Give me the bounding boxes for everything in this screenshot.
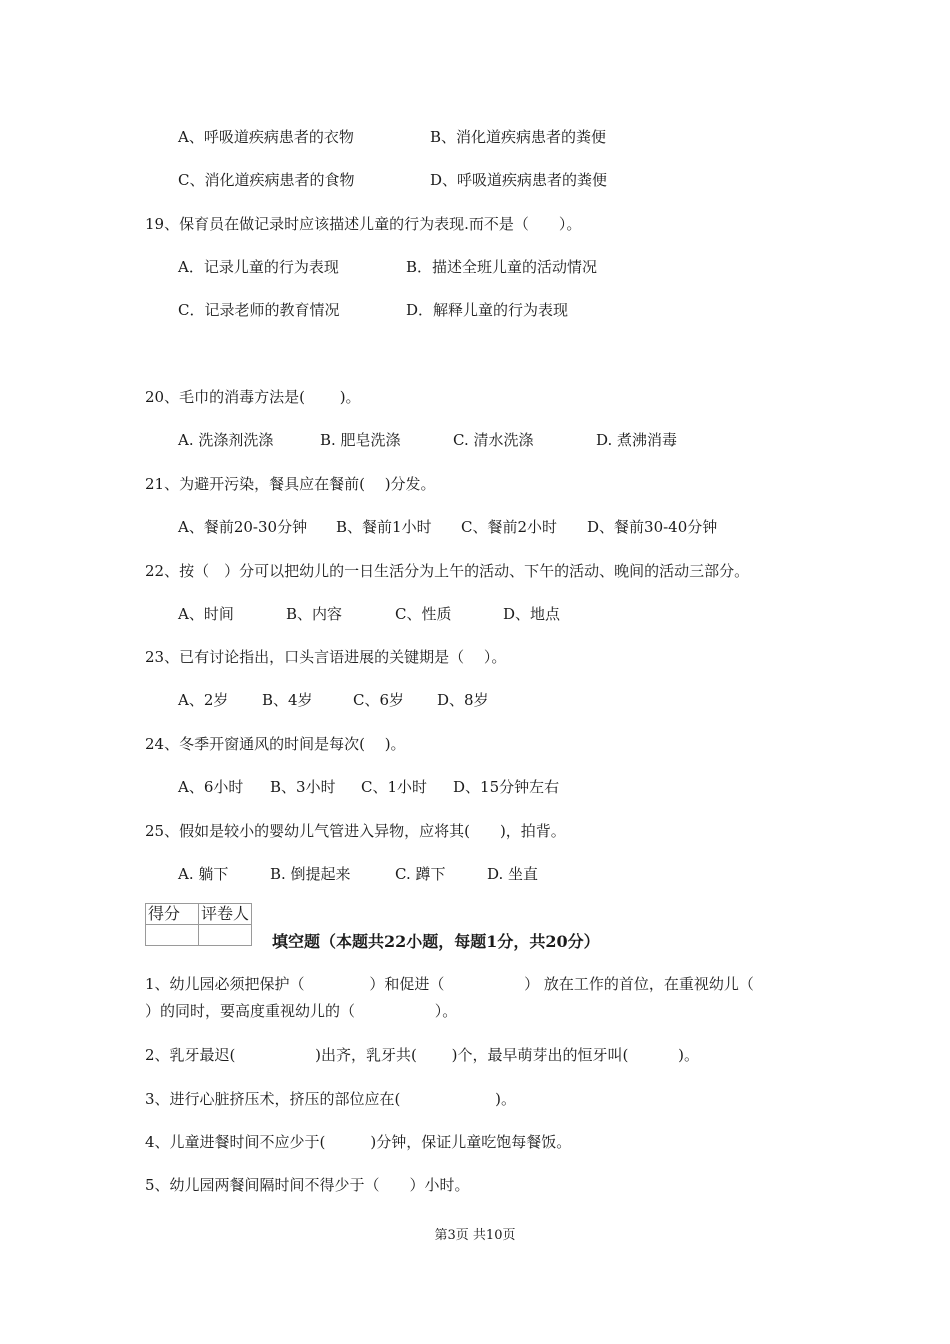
q25-option-c: C. 蹲下 (395, 865, 446, 883)
q20-option-c: C. 清水洗涤 (453, 431, 534, 449)
grader-header: 评卷人 (199, 904, 252, 925)
score-cell (146, 925, 199, 946)
q22-option-c: C、性质 (395, 605, 452, 623)
q20-option-b: B. 肥皂洗涤 (320, 431, 401, 449)
page-footer: 第3页 共10页 (434, 1228, 516, 1243)
q25-option-d: D. 坐直 (487, 865, 539, 883)
q25-stem: 25、假如是较小的婴幼儿气管进入异物，应将其( )，拍背。 (145, 822, 566, 840)
fill-q3: 3、进行心脏挤压术，挤压的部位应在( )。 (145, 1090, 517, 1108)
q20-option-d: D. 煮沸消毒 (596, 431, 678, 449)
q18-option-d: D、呼吸道疾病患者的粪便 (430, 171, 608, 189)
q22-option-b: B、内容 (286, 605, 343, 623)
q22-stem: 22、按（ ）分可以把幼儿的一日生活分为上午的活动、下午的活动、晚间的活动三部分。 (145, 562, 750, 580)
q19-option-b: B．描述全班儿童的活动情况 (406, 258, 598, 276)
fill-q2: 2、乳牙最迟( )出齐，乳牙共( )个，最早萌芽出的恒牙叫( )。 (145, 1046, 699, 1064)
q21-option-d: D、餐前30-40分钟 (587, 518, 718, 536)
q22-option-d: D、地点 (503, 605, 561, 623)
q19-stem: 19、保育员在做记录时应该描述儿童的行为表现.而不是（ ）。 (145, 215, 582, 233)
q21-option-a: A、餐前20-30分钟 (178, 518, 308, 536)
q24-stem: 24、冬季开窗通风的时间是每次( )。 (145, 735, 406, 753)
q23-stem: 23、已有讨论指出，口头言语进展的关键期是（ ）。 (145, 648, 507, 666)
q20-option-a: A. 洗涤剂洗涤 (178, 431, 274, 449)
q21-option-c: C、餐前2小时 (461, 518, 558, 536)
grader-cell (199, 925, 252, 946)
q23-option-b: B、4岁 (262, 691, 313, 709)
q25-option-b: B. 倒提起来 (270, 865, 351, 883)
q24-option-c: C、1小时 (361, 778, 428, 796)
fill-q1-line2: ）的同时，要高度重视幼儿的（ ）。 (145, 1002, 458, 1020)
score-table (145, 903, 252, 946)
q19-option-c: C．记录老师的教育情况 (178, 301, 340, 319)
q18-option-a: A、呼吸道疾病患者的衣物 (178, 128, 354, 146)
q19-option-d: D．解释儿童的行为表现 (406, 301, 569, 319)
q25-option-a: A. 躺下 (178, 865, 229, 883)
fill-q4: 4、儿童进餐时间不应少于( )分钟，保证儿童吃饱每餐饭。 (145, 1133, 572, 1151)
q23-option-a: A、2岁 (178, 691, 229, 709)
q22-option-a: A、时间 (178, 605, 234, 623)
score-header: 得分 (146, 904, 199, 925)
q24-option-b: B、3小时 (270, 778, 336, 796)
fill-q1-line1: 1、幼儿园必须把保护（ ）和促进（ ） 放在工作的首位，在重视幼儿（ (145, 975, 754, 993)
fill-q5: 5、幼儿园两餐间隔时间不得少于（ ）小时。 (145, 1176, 470, 1194)
q23-option-d: D、8岁 (437, 691, 489, 709)
q23-option-c: C、6岁 (353, 691, 405, 709)
q18-option-b: B、消化道疾病患者的粪便 (430, 128, 607, 146)
q18-option-c: C、消化道疾病患者的食物 (178, 171, 355, 189)
q21-stem: 21、为避开污染，餐具应在餐前( )分发。 (145, 475, 436, 493)
q19-option-a: A．记录儿童的行为表现 (178, 258, 339, 276)
q21-option-b: B、餐前1小时 (336, 518, 432, 536)
q24-option-d: D、15分钟左右 (453, 778, 560, 796)
q24-option-a: A、6小时 (178, 778, 244, 796)
section-title: 填空题（本题共22小题，每题1分，共20分） (272, 932, 600, 951)
q20-stem: 20、毛巾的消毒方法是( )。 (145, 388, 361, 406)
